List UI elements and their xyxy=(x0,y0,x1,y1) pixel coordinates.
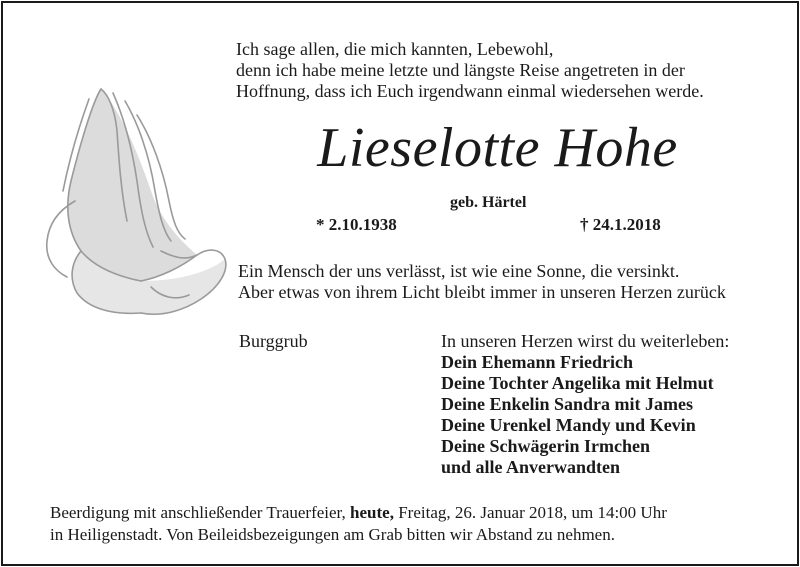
quote-line: Aber etwas von ihrem Licht bleibt immer in unseren Herzen zurück xyxy=(238,282,726,302)
mourners-list xyxy=(441,331,729,478)
funeral-line-1 xyxy=(50,502,667,524)
mourners-intro: In unseren Herzen wirst du weiterleben: xyxy=(441,331,730,351)
farewell-poem xyxy=(236,39,704,102)
mourner-entry: Dein Ehemann Friedrich xyxy=(441,352,633,372)
poem-line: denn ich habe meine letzte und längste Reise angetreten in der xyxy=(236,60,685,80)
mourner-entry: Deine Tochter Angelika mit Helmut xyxy=(441,373,714,393)
poem-line: Ich sage allen, die mich kannten, Lebewohl, xyxy=(236,39,554,59)
poem-line: Hoffnung, dass ich Euch irgendwann einmal wiedersehen werde. xyxy=(236,81,704,101)
funeral-text: Beerdigung mit anschließender Trauerfeier, xyxy=(50,503,346,522)
deceased-name: Lieselotte Hohe xyxy=(317,117,678,179)
mourner-entry: Deine Urenkel Mandy und Kevin xyxy=(441,415,696,435)
death-date: † 24.1.2018 xyxy=(580,215,661,234)
place-name: Burggrub xyxy=(239,331,308,351)
mourner-entry: Deine Enkelin Sandra mit James xyxy=(441,394,694,414)
funeral-line-2: in Heiligenstadt. Von Beileidsbezeigungen am Grab bitten wir Abstand zu nehmen. xyxy=(50,525,615,544)
memorial-quote xyxy=(238,261,726,303)
quote-line: Ein Mensch der uns verlässt, ist wie eine Sonne, die versinkt. xyxy=(238,261,680,281)
mourner-entry: Deine Schwägerin Irmchen xyxy=(441,436,650,456)
obituary-card xyxy=(1,1,799,566)
funeral-emphasis: heute, xyxy=(350,503,394,522)
birth-name: geb. Härtel xyxy=(450,194,527,211)
mourner-entry: und alle Anverwandten xyxy=(441,457,621,477)
funeral-notice xyxy=(50,502,667,546)
birth-date: * 2.10.1938 xyxy=(316,215,397,234)
funeral-date: Freitag, 26. Januar 2018, um 14:00 Uhr xyxy=(398,503,667,522)
